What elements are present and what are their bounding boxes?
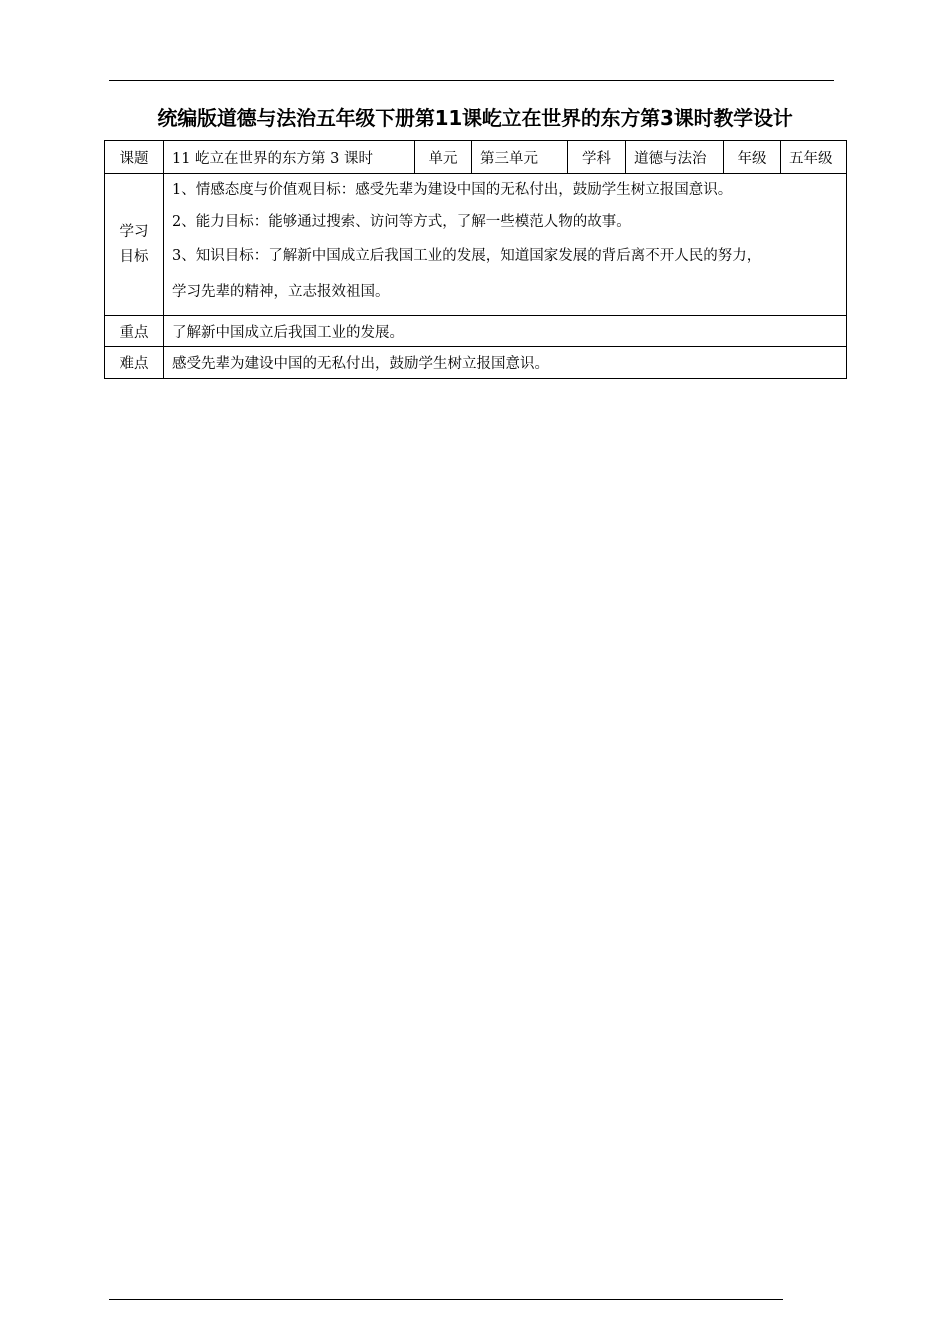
goal-line-3: 3、知识目标：了解新中国成立后我国工业的发展，知道国家发展的背后离不开人民的努力，	[172, 248, 762, 264]
goals-label-line1: 学习	[119, 223, 149, 240]
goals-content	[164, 174, 847, 316]
learning-goals-row	[105, 174, 847, 316]
subject-value: 道德与法治	[626, 141, 724, 174]
document-title: 统编版道德与法治五年级下册第11课屹立在世界的东方第3课时教学设计	[157, 106, 793, 130]
key-point-label: 重点	[105, 316, 164, 347]
unit-label: 单元	[415, 141, 472, 174]
goal-line-4: 学习先辈的精神，立志报效祖国。	[172, 284, 390, 300]
goals-label	[105, 174, 164, 316]
grade-label: 年级	[724, 141, 781, 174]
key-point-value: 了解新中国成立后我国工业的发展。	[164, 316, 847, 347]
topic-label: 课题	[105, 141, 164, 174]
difficulty-value: 感受先辈为建设中国的无私付出，鼓励学生树立报国意识。	[164, 347, 847, 379]
footer-rule	[109, 1299, 783, 1300]
difficulty-label: 难点	[105, 347, 164, 379]
goal-line-2: 2、能力目标：能够通过搜索、访问等方式，了解一些模范人物的故事。	[172, 214, 631, 230]
lesson-plan-table	[104, 140, 847, 379]
goal-line-1: 1、情感态度与价值观目标：感受先辈为建设中国的无私付出，鼓励学生树立报国意识。	[172, 182, 733, 198]
key-point-row	[105, 316, 847, 347]
subject-label: 学科	[568, 141, 626, 174]
grade-value: 五年级	[781, 141, 847, 174]
header-rule	[109, 80, 834, 81]
topic-value: 11 屹立在世界的东方第 3 课时	[164, 141, 415, 174]
goals-label-line2: 目标	[119, 248, 149, 265]
difficulty-row	[105, 347, 847, 379]
unit-value: 第三单元	[472, 141, 568, 174]
table-header-row	[105, 141, 847, 174]
